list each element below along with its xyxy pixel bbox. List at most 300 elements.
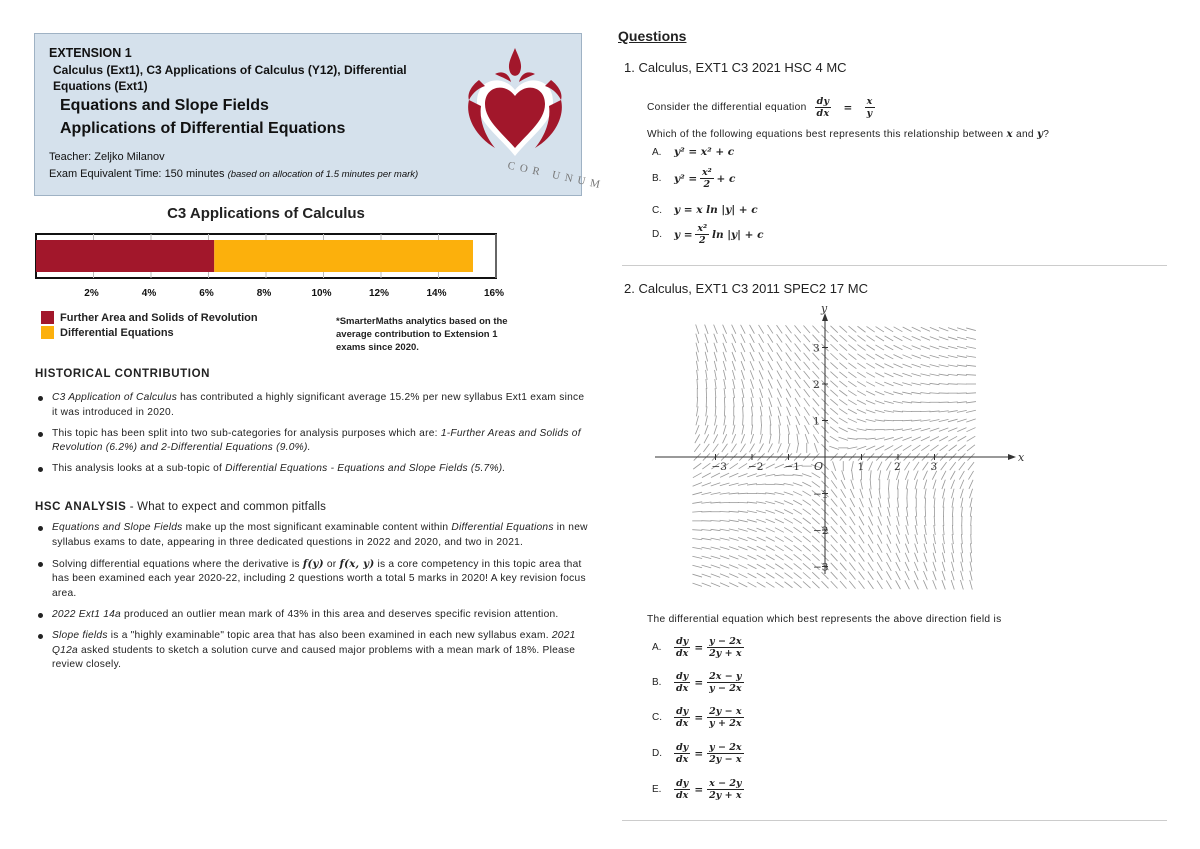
slope-segment <box>897 507 899 517</box>
slope-segment <box>903 355 912 359</box>
slope-segment <box>777 361 782 370</box>
slope-segment <box>875 420 885 421</box>
slope-segment <box>715 406 716 416</box>
slope-segment <box>841 480 845 489</box>
slope-segment <box>875 373 884 377</box>
slope-segment <box>893 437 902 440</box>
slope-segment <box>703 444 709 452</box>
slope-segment <box>839 353 847 359</box>
slope-segment <box>747 511 757 513</box>
slope-segment <box>866 336 874 342</box>
slope-segment <box>930 383 940 384</box>
slope-segment <box>757 582 766 587</box>
slope-segment <box>756 493 766 494</box>
slope-segment <box>875 363 884 368</box>
slope-segment <box>952 534 953 544</box>
slope-segment <box>795 380 801 388</box>
slope-segment <box>967 445 975 451</box>
slope-segment <box>784 536 792 541</box>
slope-segment <box>970 562 972 572</box>
slope-segment <box>723 343 726 352</box>
slope-segment <box>733 379 735 389</box>
slope-segment <box>729 547 738 550</box>
slope-segment <box>794 325 800 333</box>
q2-option-e[interactable] <box>652 778 744 801</box>
q1-option-a[interactable] <box>652 146 734 158</box>
var-y: y <box>1037 128 1044 140</box>
slope-segment <box>866 345 874 350</box>
math-f-of-xy: f(x, y) <box>339 557 375 570</box>
slope-segment <box>715 379 716 389</box>
slope-segment <box>905 471 909 480</box>
tick-label: 14% <box>426 288 447 299</box>
slope-segment <box>851 480 854 489</box>
slope-segment <box>775 546 784 551</box>
q2-option-a[interactable] <box>652 636 744 659</box>
slope-segment <box>942 553 944 563</box>
slope-segment <box>930 393 940 394</box>
slope-segment <box>849 544 855 552</box>
slope-segment <box>839 437 848 440</box>
slope-segment <box>840 563 846 571</box>
slope-segment <box>878 462 882 471</box>
slope-segment <box>902 420 912 421</box>
slope-segment <box>896 562 900 571</box>
list-item <box>52 391 592 421</box>
slope-segment <box>951 489 954 499</box>
slope-segment <box>738 493 748 494</box>
slope-segment <box>732 361 735 370</box>
slope-segment <box>803 554 811 560</box>
slope-segment <box>731 444 737 452</box>
slope-segment <box>723 425 726 435</box>
slope-segment <box>738 511 748 512</box>
list-item <box>52 521 592 551</box>
slope-segment <box>803 509 811 515</box>
frac-den: 2y − x <box>709 754 742 765</box>
slope-segment <box>713 444 719 452</box>
slope-segment <box>876 327 884 332</box>
slope-segment <box>760 388 763 397</box>
text: is a "highly examinable" topic area that has also been examined in each new syllabus exam. <box>107 629 552 641</box>
slope-segment <box>705 325 708 334</box>
slope-segment <box>852 470 853 480</box>
slope-segment <box>942 580 945 589</box>
slope-segment <box>967 436 976 441</box>
question-1-prompt <box>647 96 875 119</box>
slope-segment <box>756 528 765 532</box>
list-item <box>52 427 592 457</box>
slope-segment <box>914 562 918 571</box>
slope-segment <box>906 534 909 543</box>
slope-segment <box>941 471 946 480</box>
slope-segment <box>733 416 734 426</box>
divider <box>622 820 1167 821</box>
slope-segment <box>769 434 771 444</box>
slope-segment <box>877 553 882 562</box>
slope-segment <box>757 555 766 560</box>
frac-num: 2y − x <box>709 706 742 717</box>
slope-segment <box>831 508 837 516</box>
var-x: x <box>1006 128 1013 140</box>
slope-segment <box>804 344 810 352</box>
slope-segment <box>920 420 930 422</box>
slope-segment <box>741 361 745 370</box>
slope-segment <box>884 392 893 395</box>
slope-segment <box>743 406 744 416</box>
slope-segment <box>859 562 865 570</box>
slope-segment <box>952 543 954 553</box>
text: This topic has been split into two sub-categories for analysis purposes which are: <box>52 427 441 439</box>
slope-segment <box>868 535 873 544</box>
slope-segment <box>830 381 837 388</box>
slope-segment <box>777 389 781 398</box>
slope-segment <box>720 565 729 568</box>
slope-segment <box>729 520 739 522</box>
option-fraction <box>707 636 743 659</box>
slope-segment <box>839 390 847 396</box>
slope-segment <box>860 489 863 498</box>
tick-label: 10% <box>311 288 332 299</box>
slope-segment <box>933 543 935 553</box>
italic-text: Equations and Slope Fields <box>52 522 183 533</box>
slope-segment <box>840 554 846 562</box>
q1-option-c[interactable] <box>652 204 758 216</box>
slope-segment <box>832 471 837 480</box>
slope-segment <box>777 352 782 360</box>
slope-segment <box>912 336 921 340</box>
slope-segment <box>803 581 811 588</box>
slope-segment <box>885 327 894 332</box>
slope-segment <box>765 493 775 494</box>
ask-text: Which of the following equations best represents this relationship between <box>647 129 1004 140</box>
q1-option-b[interactable] <box>652 167 735 190</box>
slope-segment <box>966 410 976 412</box>
slope-segment <box>861 479 863 489</box>
slope-segment <box>804 380 810 388</box>
slope-segment <box>859 544 865 552</box>
slope-segment <box>840 572 847 580</box>
slope-segment <box>943 498 944 508</box>
slope-segment <box>714 425 717 434</box>
slope-segment <box>756 510 766 513</box>
slope-segment <box>848 428 857 431</box>
slope-segment <box>738 546 747 550</box>
slope-segment <box>921 364 931 367</box>
slope-segment <box>738 483 748 485</box>
slope-segment <box>902 402 912 403</box>
slope-segment <box>923 571 927 580</box>
slope-segment <box>813 362 820 369</box>
slope-segment <box>893 429 903 430</box>
slope-segment <box>879 498 881 508</box>
frac-num: x <box>866 96 873 107</box>
derivative-fraction <box>815 96 832 119</box>
slope-segment <box>786 362 792 370</box>
option-label: B. <box>652 173 662 184</box>
slope-segment <box>839 326 847 333</box>
slope-segment <box>893 392 903 395</box>
slope-segment <box>795 344 801 352</box>
slope-segment <box>939 346 949 349</box>
slope-segment <box>939 337 948 340</box>
slope-segment <box>711 520 721 521</box>
slope-segment <box>794 582 802 588</box>
slope-segment <box>878 516 882 525</box>
bar-further-area <box>36 240 214 272</box>
slope-segment <box>830 335 837 342</box>
slope-segment <box>887 525 891 534</box>
slope-segment <box>742 379 745 389</box>
hsc-heading-bold: HSC ANALYSIS <box>35 501 127 513</box>
chart-title: C3 Applications of Calculus <box>167 205 365 222</box>
slope-segment <box>840 526 846 534</box>
slope-segment <box>913 462 919 470</box>
slope-segment <box>848 344 856 350</box>
slope-segment <box>869 498 872 507</box>
slope-segment <box>896 580 901 589</box>
slope-segment <box>925 489 927 499</box>
slope-segment <box>732 343 736 352</box>
slope-segment <box>759 325 764 334</box>
slope-segment <box>765 474 775 476</box>
slope-segment <box>812 554 819 561</box>
slope-segment <box>952 552 954 562</box>
slope-segment <box>711 502 721 503</box>
slope-segment <box>697 397 698 407</box>
historical-list <box>52 391 592 483</box>
slope-segment <box>829 446 838 449</box>
slope-segment <box>857 429 867 431</box>
slope-segment <box>738 529 748 532</box>
slope-segment <box>905 553 909 562</box>
slope-segment <box>939 383 949 384</box>
slope-segment <box>894 336 903 341</box>
frac-den: dx <box>676 790 689 801</box>
slope-segment <box>958 445 966 451</box>
frac-den: 2 <box>698 235 706 246</box>
slope-segment <box>879 489 880 499</box>
option-label: E. <box>652 784 662 795</box>
slope-segment <box>888 507 891 517</box>
slope-segment <box>692 574 702 577</box>
slope-segment <box>812 335 819 342</box>
slope-segment <box>784 483 794 485</box>
slope-segment <box>840 544 846 552</box>
slope-segment <box>796 416 800 425</box>
slope-segment <box>692 547 702 549</box>
slope-segment <box>747 484 757 485</box>
slope-segment <box>702 463 710 469</box>
slope-segment <box>793 527 801 533</box>
slope-segment <box>795 398 800 407</box>
slope-segment <box>887 544 891 553</box>
slope-segment <box>711 547 721 549</box>
slope-segment <box>886 571 891 580</box>
slope-segment <box>915 544 918 553</box>
slope-segment <box>784 492 793 495</box>
slope-segment <box>952 525 953 535</box>
slope-segment <box>942 562 945 572</box>
slope-segment <box>748 564 757 568</box>
slope-segment <box>696 343 699 353</box>
slope-segment <box>884 437 894 440</box>
question-1-title: 1. Calculus, EXT1 C3 2021 HSC 4 MC <box>624 60 847 75</box>
slope-segment <box>915 534 918 544</box>
slope-segment <box>786 380 791 389</box>
slope-segment <box>770 416 771 426</box>
slope-segment <box>866 438 876 439</box>
slope-segment <box>893 382 902 385</box>
option-label: A. <box>652 146 662 158</box>
slope-segment <box>957 419 967 422</box>
slope-segment <box>774 475 784 476</box>
slope-segment <box>777 371 782 380</box>
slope-segment <box>887 553 892 562</box>
slope-segment <box>760 397 763 407</box>
topic-line: Calculus (Ext1), C3 Applications of Calculus (Y12), Differential Equations (Ext1) <box>53 63 407 93</box>
slope-segment <box>869 462 873 471</box>
slope-segment <box>887 516 890 525</box>
slope-segment <box>849 581 855 589</box>
slope-segment <box>902 411 912 412</box>
slope-segment <box>970 498 972 508</box>
hsc-list <box>52 521 592 679</box>
slope-segment <box>884 429 894 430</box>
q2-option-c[interactable] <box>652 706 744 729</box>
slope-segment <box>830 353 837 360</box>
option-expression: y² = x² + c <box>674 146 735 158</box>
option-rhs: ln |y| + c <box>711 228 764 241</box>
italic-text: 2021 Q12a <box>52 629 576 656</box>
slope-segment <box>839 344 847 350</box>
slope-segment <box>693 583 702 586</box>
slope-segment <box>884 411 894 413</box>
x-tick-label: 2 <box>894 461 901 473</box>
slope-segment <box>966 419 975 422</box>
slope-segment <box>786 334 792 342</box>
q1-option-d[interactable] <box>652 223 763 246</box>
slope-segment <box>741 370 744 379</box>
slope-segment <box>757 546 766 550</box>
option-label: D. <box>652 229 662 240</box>
slope-segment <box>840 581 847 589</box>
slope-segment <box>766 564 775 569</box>
option-lhs: y² = <box>674 172 698 185</box>
slope-segment <box>777 343 782 351</box>
slope-segment <box>939 428 948 431</box>
slope-segment <box>706 370 708 380</box>
slope-segment <box>720 538 730 540</box>
slope-segment <box>803 536 811 542</box>
slope-segment <box>705 425 708 434</box>
slope-segment <box>784 510 793 514</box>
tick-label: 4% <box>141 288 157 299</box>
slope-segment <box>948 384 958 385</box>
question-1-ask: Which of the following equations best represents this relationship between x and y? <box>647 128 1050 140</box>
cor-unum-logo <box>455 44 606 192</box>
slope-segment <box>702 583 711 586</box>
slope-segment <box>868 571 874 579</box>
slope-segment <box>768 379 772 388</box>
slope-segment <box>839 427 848 431</box>
slope-segment <box>957 374 967 375</box>
slope-segment <box>830 436 839 441</box>
slope-segment <box>692 492 702 495</box>
slope-segment <box>733 425 735 435</box>
slope-segment <box>930 437 939 441</box>
slope-segment <box>766 519 775 523</box>
slope-segment <box>859 507 863 516</box>
slope-segment <box>859 553 865 561</box>
slope-segment <box>738 582 747 587</box>
slope-segment <box>847 438 857 439</box>
slope-segment <box>804 416 809 425</box>
slope-segment <box>694 444 700 452</box>
slope-segment <box>948 346 958 349</box>
italic-text: 1-Further Areas and Solids of Revolution (6.2%) and 2-Differential Equations (9.0%). <box>52 427 581 454</box>
slope-segment <box>696 334 699 344</box>
slope-segment <box>713 434 717 443</box>
slope-segment <box>940 445 948 451</box>
q2-option-b[interactable] <box>652 671 744 694</box>
text: produced an outlier mean mark of 43% in this area and deserves specific revision attention. <box>120 608 559 620</box>
slope-segment <box>966 393 976 394</box>
slope-segment <box>812 581 819 588</box>
derivative-fraction <box>674 636 690 659</box>
slope-segment <box>877 562 882 571</box>
slope-segment <box>930 420 940 422</box>
slope-segment <box>766 510 775 513</box>
slope-segment <box>934 498 935 508</box>
slope-segment <box>966 328 976 331</box>
slope-segment <box>921 355 930 358</box>
option-label: A. <box>652 642 662 653</box>
slope-segment <box>720 520 730 521</box>
slope-segment <box>830 326 837 333</box>
frac-den: dx <box>676 718 689 729</box>
slope-segment <box>759 343 764 352</box>
slope-segment <box>831 572 838 579</box>
slope-segment <box>912 364 921 367</box>
slope-segment <box>711 483 720 486</box>
slope-segment <box>939 328 948 331</box>
q2-option-d[interactable] <box>652 742 744 765</box>
frac-num: y − 2x <box>709 636 742 647</box>
italic-text: 2022 Ext1 14a <box>52 608 121 620</box>
slope-segment <box>857 400 866 404</box>
slope-segment <box>701 538 711 540</box>
slope-segment <box>884 364 893 368</box>
slope-segment <box>961 552 963 562</box>
italic-text: Differential Equations <box>451 522 554 533</box>
slope-segment <box>696 406 698 416</box>
slope-segment <box>878 535 882 544</box>
slope-segment <box>884 354 893 359</box>
slope-segment <box>930 337 939 340</box>
slope-segment <box>794 545 802 551</box>
option-fraction <box>707 742 743 765</box>
slope-segment <box>911 383 921 385</box>
slope-segment <box>760 434 763 444</box>
frac-num: 2x − y <box>709 671 742 682</box>
slope-segment <box>747 528 756 531</box>
slope-segment <box>839 399 847 405</box>
slope-segment <box>959 462 965 470</box>
slope-segment <box>830 372 837 379</box>
slope-segment <box>948 436 957 441</box>
slope-segment <box>957 328 967 331</box>
